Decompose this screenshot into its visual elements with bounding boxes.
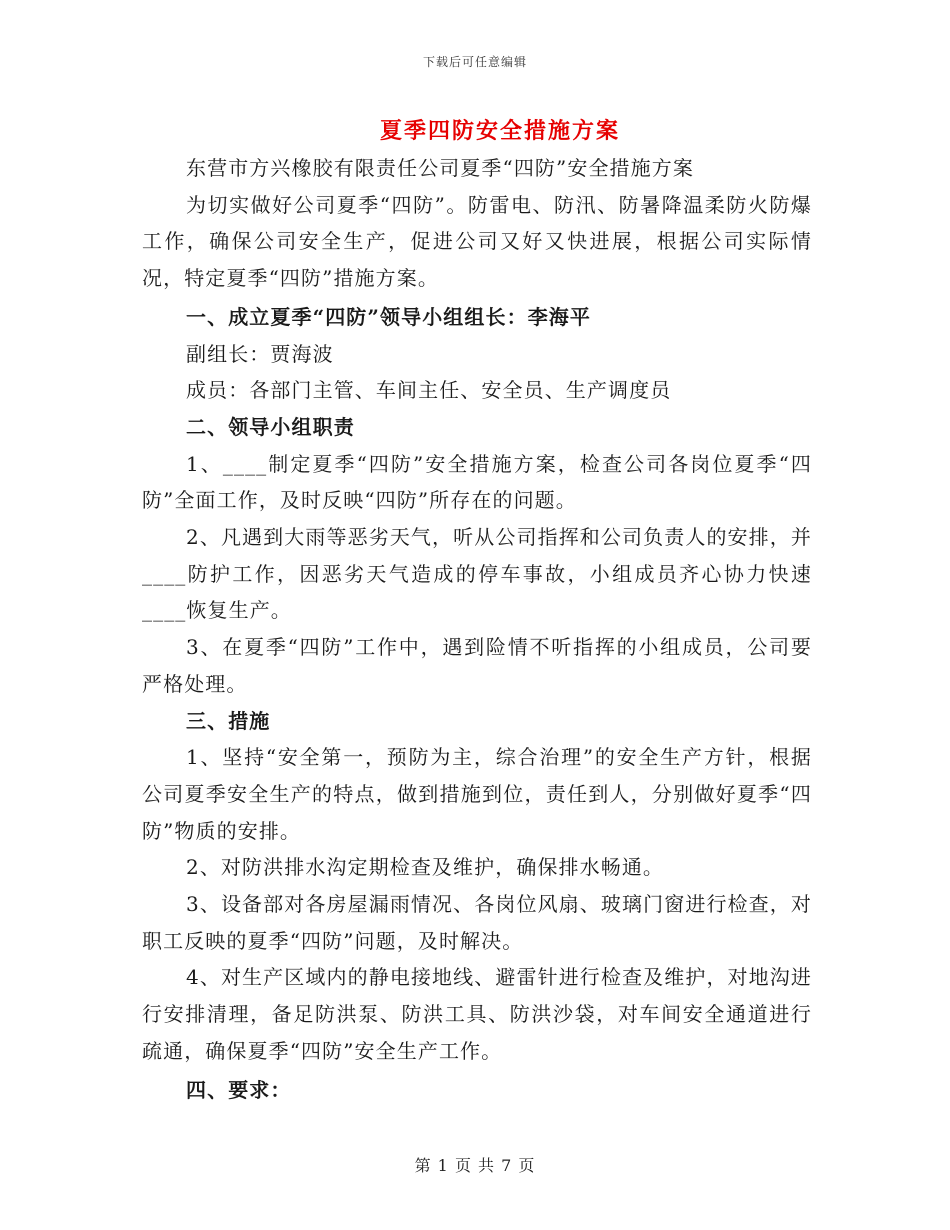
section-heading-measures: 三、措施 [186, 708, 271, 733]
paragraph-measure-2: 2、对防洪排水沟定期检查及维护，确保排水畅通。 [186, 855, 665, 880]
paragraph-duty-3: 3、在夏季“四防”工作中，遇到险情不听指挥的小组成员，公司要严格处理。 [142, 635, 812, 696]
paragraph-company-plan: 东营市方兴橡胶有限责任公司夏季“四防”安全措施方案 [186, 156, 694, 180]
header-note: 下载后可任意编辑 [422, 55, 527, 69]
paragraph-measure-4: 4、对生产区域内的静电接地线、避雷针进行检查及维护，对地沟进行安排清理，备足防洪泵、防洪工具、防洪沙袋，对车间安全通道进行疏通，确保夏季“四防”安全生产工作。 [142, 965, 812, 1063]
paragraph-intro: 为切实做好公司夏季“四防”。防雷电、防汛、防暑降温柔防火防爆工作，确保公司安全生产，促进公司又好又快进展，根据公司实际情况，特定夏季“四防”措施方案。 [142, 192, 812, 291]
paragraph-duty-1: 1、____制定夏季“四防”安全措施方案，检查公司各岗位夏季“四防”全面工作，及时反映“四防”所存在的问题。 [142, 451, 812, 513]
paragraph-measure-1: 1、坚持“安全第一，预防为主，综合治理”的安全生产方针，根据公司夏季安全生产的特点，做到措施到位，责任到人，分别做好夏季“四防”物质的安排。 [142, 745, 812, 843]
paragraph-members: 成员：各部门主管、车间主任、安全员、生产调度员 [186, 378, 672, 403]
paragraph-duty-2: 2、凡遇到大雨等恶劣天气，听从公司指挥和公司负责人的安排，并____防护工作，因恶劣天气造成的停车事故，小组成员齐心协力快速____恢复生产。 [142, 525, 812, 623]
section-heading-leadership: 一、成立夏季“四防”领导小组组长：李海平 [186, 304, 592, 329]
section-heading-duties: 二、领导小组职责 [186, 414, 355, 439]
section-heading-requirements: 四、要求： [186, 1077, 292, 1102]
page-number-footer: 第 1 页 共 7 页 [414, 1156, 536, 1175]
paragraph-measure-3: 3、设备部对各房屋漏雨情况、各岗位风扇、玻璃门窗进行检查，对职工反映的夏季“四防”问题，及时解决。 [142, 892, 812, 953]
document-body [142, 150, 812, 1108]
document-title: 夏季四防安全措施方案 [379, 118, 620, 144]
paragraph-deputy-leader: 副组长：贾海波 [186, 341, 334, 366]
